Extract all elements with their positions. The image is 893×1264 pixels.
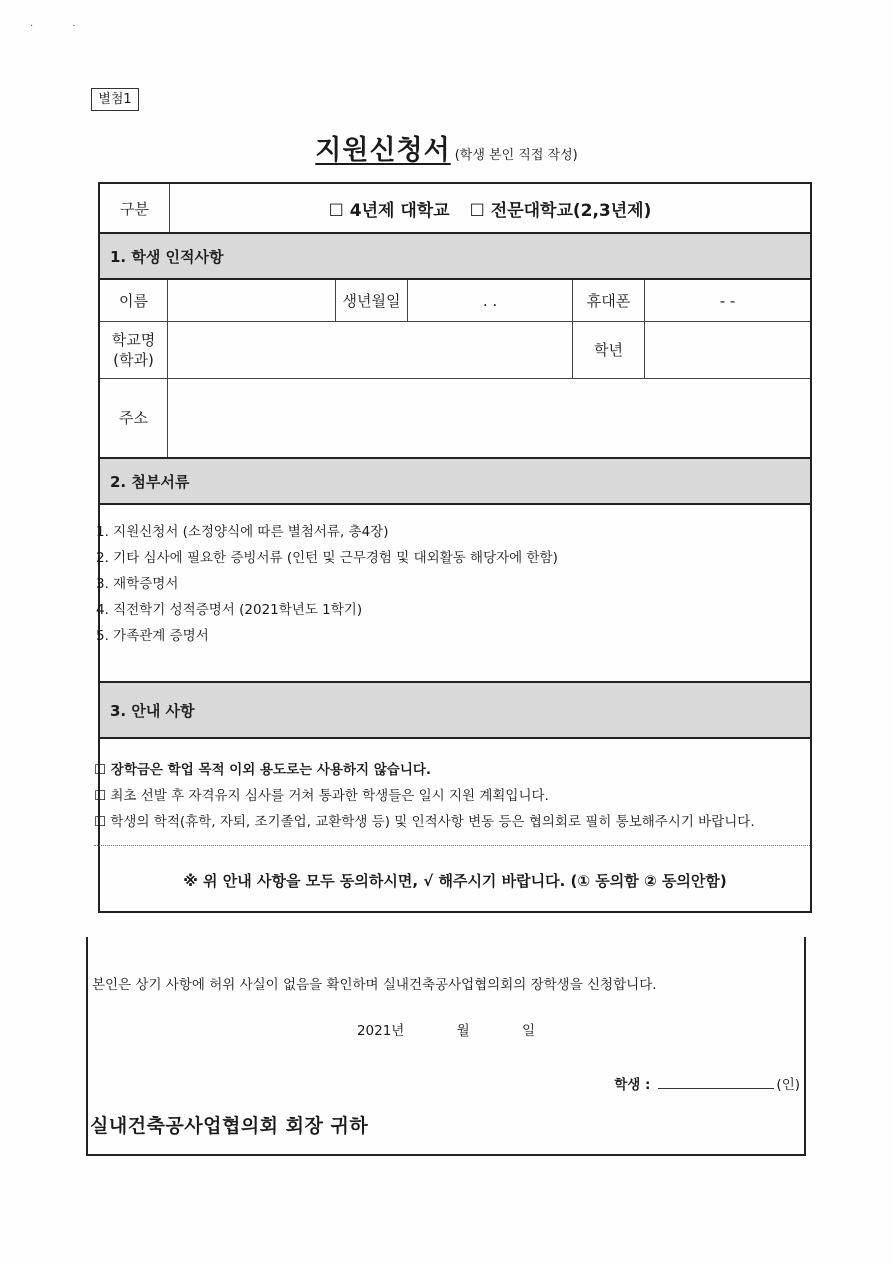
identity-row [100,280,810,322]
notice-item-checkbox[interactable]: ☐ 학생의 학적(휴학, 자퇴, 조기졸업, 교환학생 등) 및 인적사항 변동 등은 협의회로 필히 통보해주시기 바랍니다. [94,814,755,830]
type-label: 구분 [100,184,170,232]
page-title: 지원신청서 [315,135,451,166]
declaration-box [86,937,806,1156]
notice-item-checkbox[interactable]: ☐ 장학금은 학업 목적 이외 용도로는 사용하지 않습니다. [94,762,432,778]
date-line [88,1019,804,1039]
notice-box [94,739,810,913]
option-college-checkbox[interactable]: ☐ 전문대학교(2,3년제) [469,200,652,221]
title-area [0,128,893,167]
address-field[interactable] [168,379,810,457]
phone-field[interactable]: - - [719,291,736,310]
name-field[interactable] [168,280,336,321]
document-item: 1. 지원신청서 (소정양식에 따른 별첨서류, 총4장) [96,524,389,540]
date-month[interactable]: 월 [456,1023,470,1039]
seal-mark: (인) [776,1077,800,1093]
application-form [94,182,812,913]
school-field[interactable] [168,322,573,378]
section3-heading: 3. 안내 사항 [100,683,810,739]
consent-text: ※ 위 안내 사항을 모두 동의하시면, √ 해주시기 바랍니다. (① 동의함 ② 동의안함) [183,872,727,890]
type-row [100,184,810,234]
document-item: 3. 재학증명서 [96,576,179,592]
type-options [170,184,810,232]
school-label-line1: 학교명 [111,331,156,349]
date-day[interactable]: 일 [522,1023,536,1039]
document-item: 2. 기타 심사에 필요한 증빙서류 (인턴 및 근무경험 및 대외활동 해당자에 한함) [96,550,558,566]
grade-field[interactable] [645,322,810,378]
declaration-statement: 본인은 상기 사항에 허위 사실이 없음을 확인하며 실내건축공사업협의회의 장학생을 신청합니다. [92,977,657,993]
document-item: 5. 가족관계 증명서 [96,628,209,644]
birth-field[interactable]: . . [408,280,573,321]
addressee: 실내건축공사업협의회 회장 귀하 [90,1115,369,1137]
address-label: 주소 [100,379,168,457]
date-year[interactable]: 2021년 [356,1023,405,1039]
document-item: 4. 직전학기 성적증명서 (2021학년도 1학기) [96,602,363,618]
phone-label: 휴대폰 [573,280,645,321]
section2-heading: 2. 첨부서류 [100,459,810,505]
signature-line [614,1073,800,1093]
documents-list [96,505,810,683]
attachment-label: 별첨1 [91,88,139,111]
signer-label: 학생 : [614,1077,651,1093]
name-label: 이름 [100,280,168,321]
signature-field[interactable] [658,1088,774,1089]
notice-item-checkbox[interactable]: ☐ 최초 선발 후 자격유지 심사를 거쳐 통과한 학생들은 일시 지원 계획입니다. [94,788,549,804]
school-label-line2: (학과) [113,351,154,369]
option-4year-checkbox[interactable]: ☐ 4년제 대학교 [328,200,450,221]
school-label [100,322,168,378]
scan-marks: . . [30,18,94,29]
notice-list [94,739,810,846]
address-row [100,379,810,459]
page-subtitle: (학생 본인 직접 작성) [454,148,578,163]
school-row [100,322,810,379]
birth-label: 생년월일 [336,280,408,321]
grade-label: 학년 [573,322,645,378]
section1-heading: 1. 학생 인적사항 [100,234,810,280]
